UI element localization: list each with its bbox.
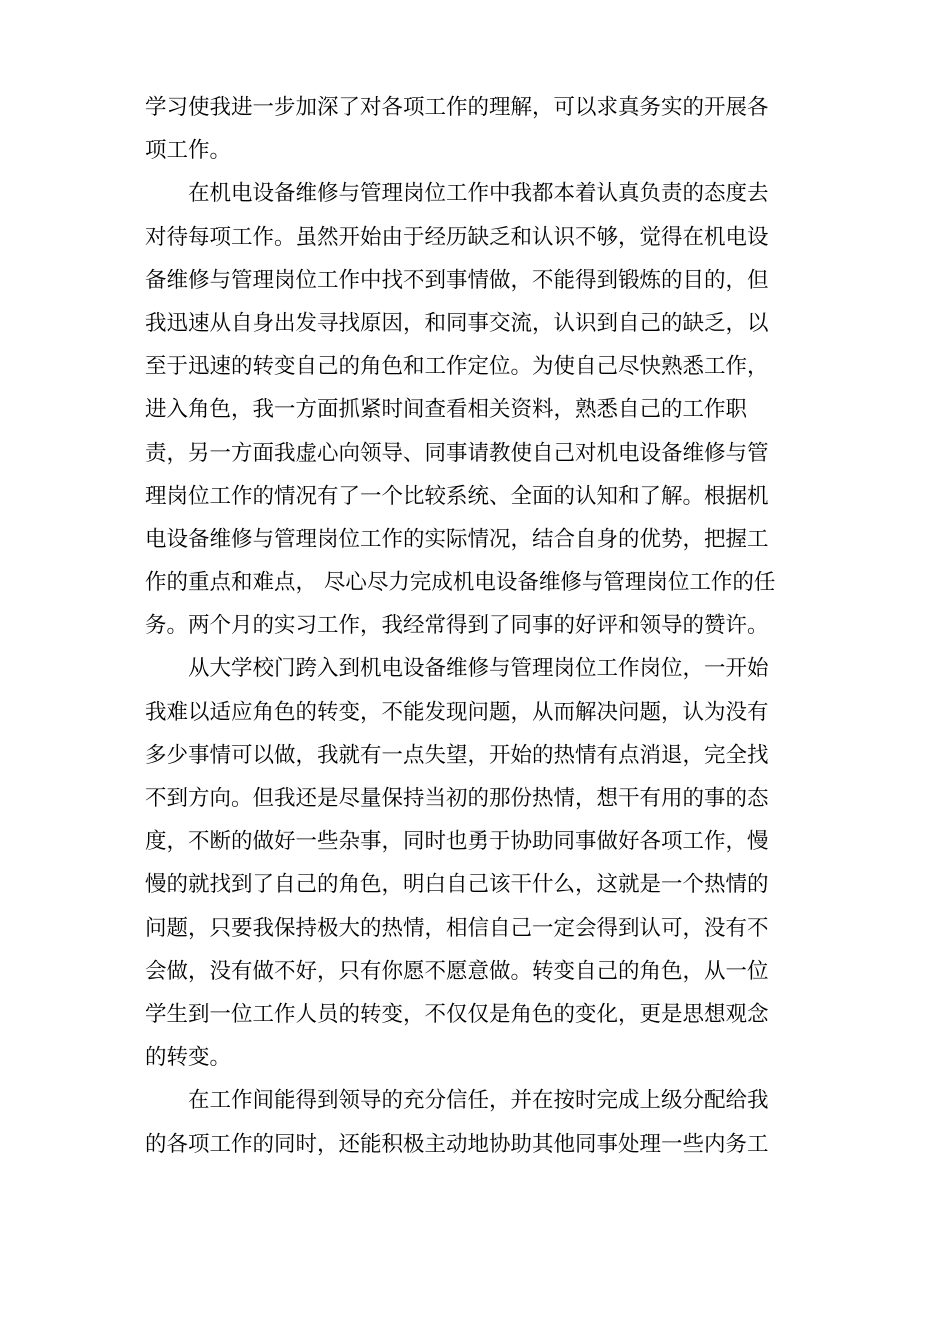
text-line: 会做，没有做不好，只有你愿不愿意做。转变自己的角色，从一位 (145, 958, 769, 984)
text-line: 至于迅速的转变自己的角色和工作定位。为使自己尽快熟悉工作， (145, 354, 769, 380)
text-line: 我难以适应角色的转变，不能发现问题，从而解决问题，认为没有 (145, 699, 769, 725)
text-line: 电设备维修与管理岗位工作的实际情况，结合自身的优势，把握工 (145, 526, 769, 552)
text-line: 的各项工作的同时，还能积极主动地协助其他同事处理一些内务工 (145, 1131, 769, 1157)
text-line: 我迅速从自身出发寻找原因，和同事交流，认识到自己的缺乏，以 (145, 310, 769, 336)
text-line: 度，不断的做好一些杂事，同时也勇于协助同事做好各项工作，慢 (145, 829, 769, 855)
text-line: 在机电设备维修与管理岗位工作中我都本着认真负责的态度去 (188, 181, 769, 207)
text-line: 作的重点和难点， 尽心尽力完成机电设备维修与管理岗位工作的任 (145, 570, 776, 596)
text-line: 学生到一位工作人员的转变，不仅仅是角色的变化，更是思想观念 (145, 1001, 769, 1027)
text-line: 理岗位工作的情况有了一个比较系统、全面的认知和了解。根据机 (145, 483, 769, 509)
text-line: 务。两个月的实习工作，我经常得到了同事的好评和领导的赞许。 (145, 613, 769, 639)
text-line: 问题，只要我保持极大的热情，相信自己一定会得到认可，没有不 (145, 915, 769, 941)
text-line: 的转变。 (145, 1045, 232, 1071)
text-line: 从大学校门跨入到机电设备维修与管理岗位工作岗位，一开始 (188, 656, 769, 682)
text-line: 进入角色，我一方面抓紧时间查看相关资料，熟悉自己的工作职 (145, 397, 748, 423)
text-line: 学习使我进一步加深了对各项工作的理解，可以求真务实的开展各 (145, 95, 769, 120)
text-line: 责，另一方面我虚心向领导、同事请教使自己对机电设备维修与管 (145, 440, 769, 466)
text-line: 不到方向。但我还是尽量保持当初的那份热情，想干有用的事的态 (145, 786, 769, 811)
text-line: 备维修与管理岗位工作中找不到事情做，不能得到锻炼的目的，但 (145, 267, 769, 293)
text-line: 对待每项工作。虽然开始由于经历缺乏和认识不够，觉得在机电设 (145, 224, 769, 250)
text-line: 慢的就找到了自己的角色，明白自己该干什么，这就是一个热情的 (145, 872, 769, 898)
text-line: 多少事情可以做，我就有一点失望，开始的热情有点消退，完全找 (145, 742, 769, 768)
text-line: 项工作。 (145, 138, 232, 164)
document-body (145, 86, 809, 1166)
text-line: 在工作间能得到领导的充分信任，并在按时完成上级分配给我 (188, 1088, 769, 1114)
